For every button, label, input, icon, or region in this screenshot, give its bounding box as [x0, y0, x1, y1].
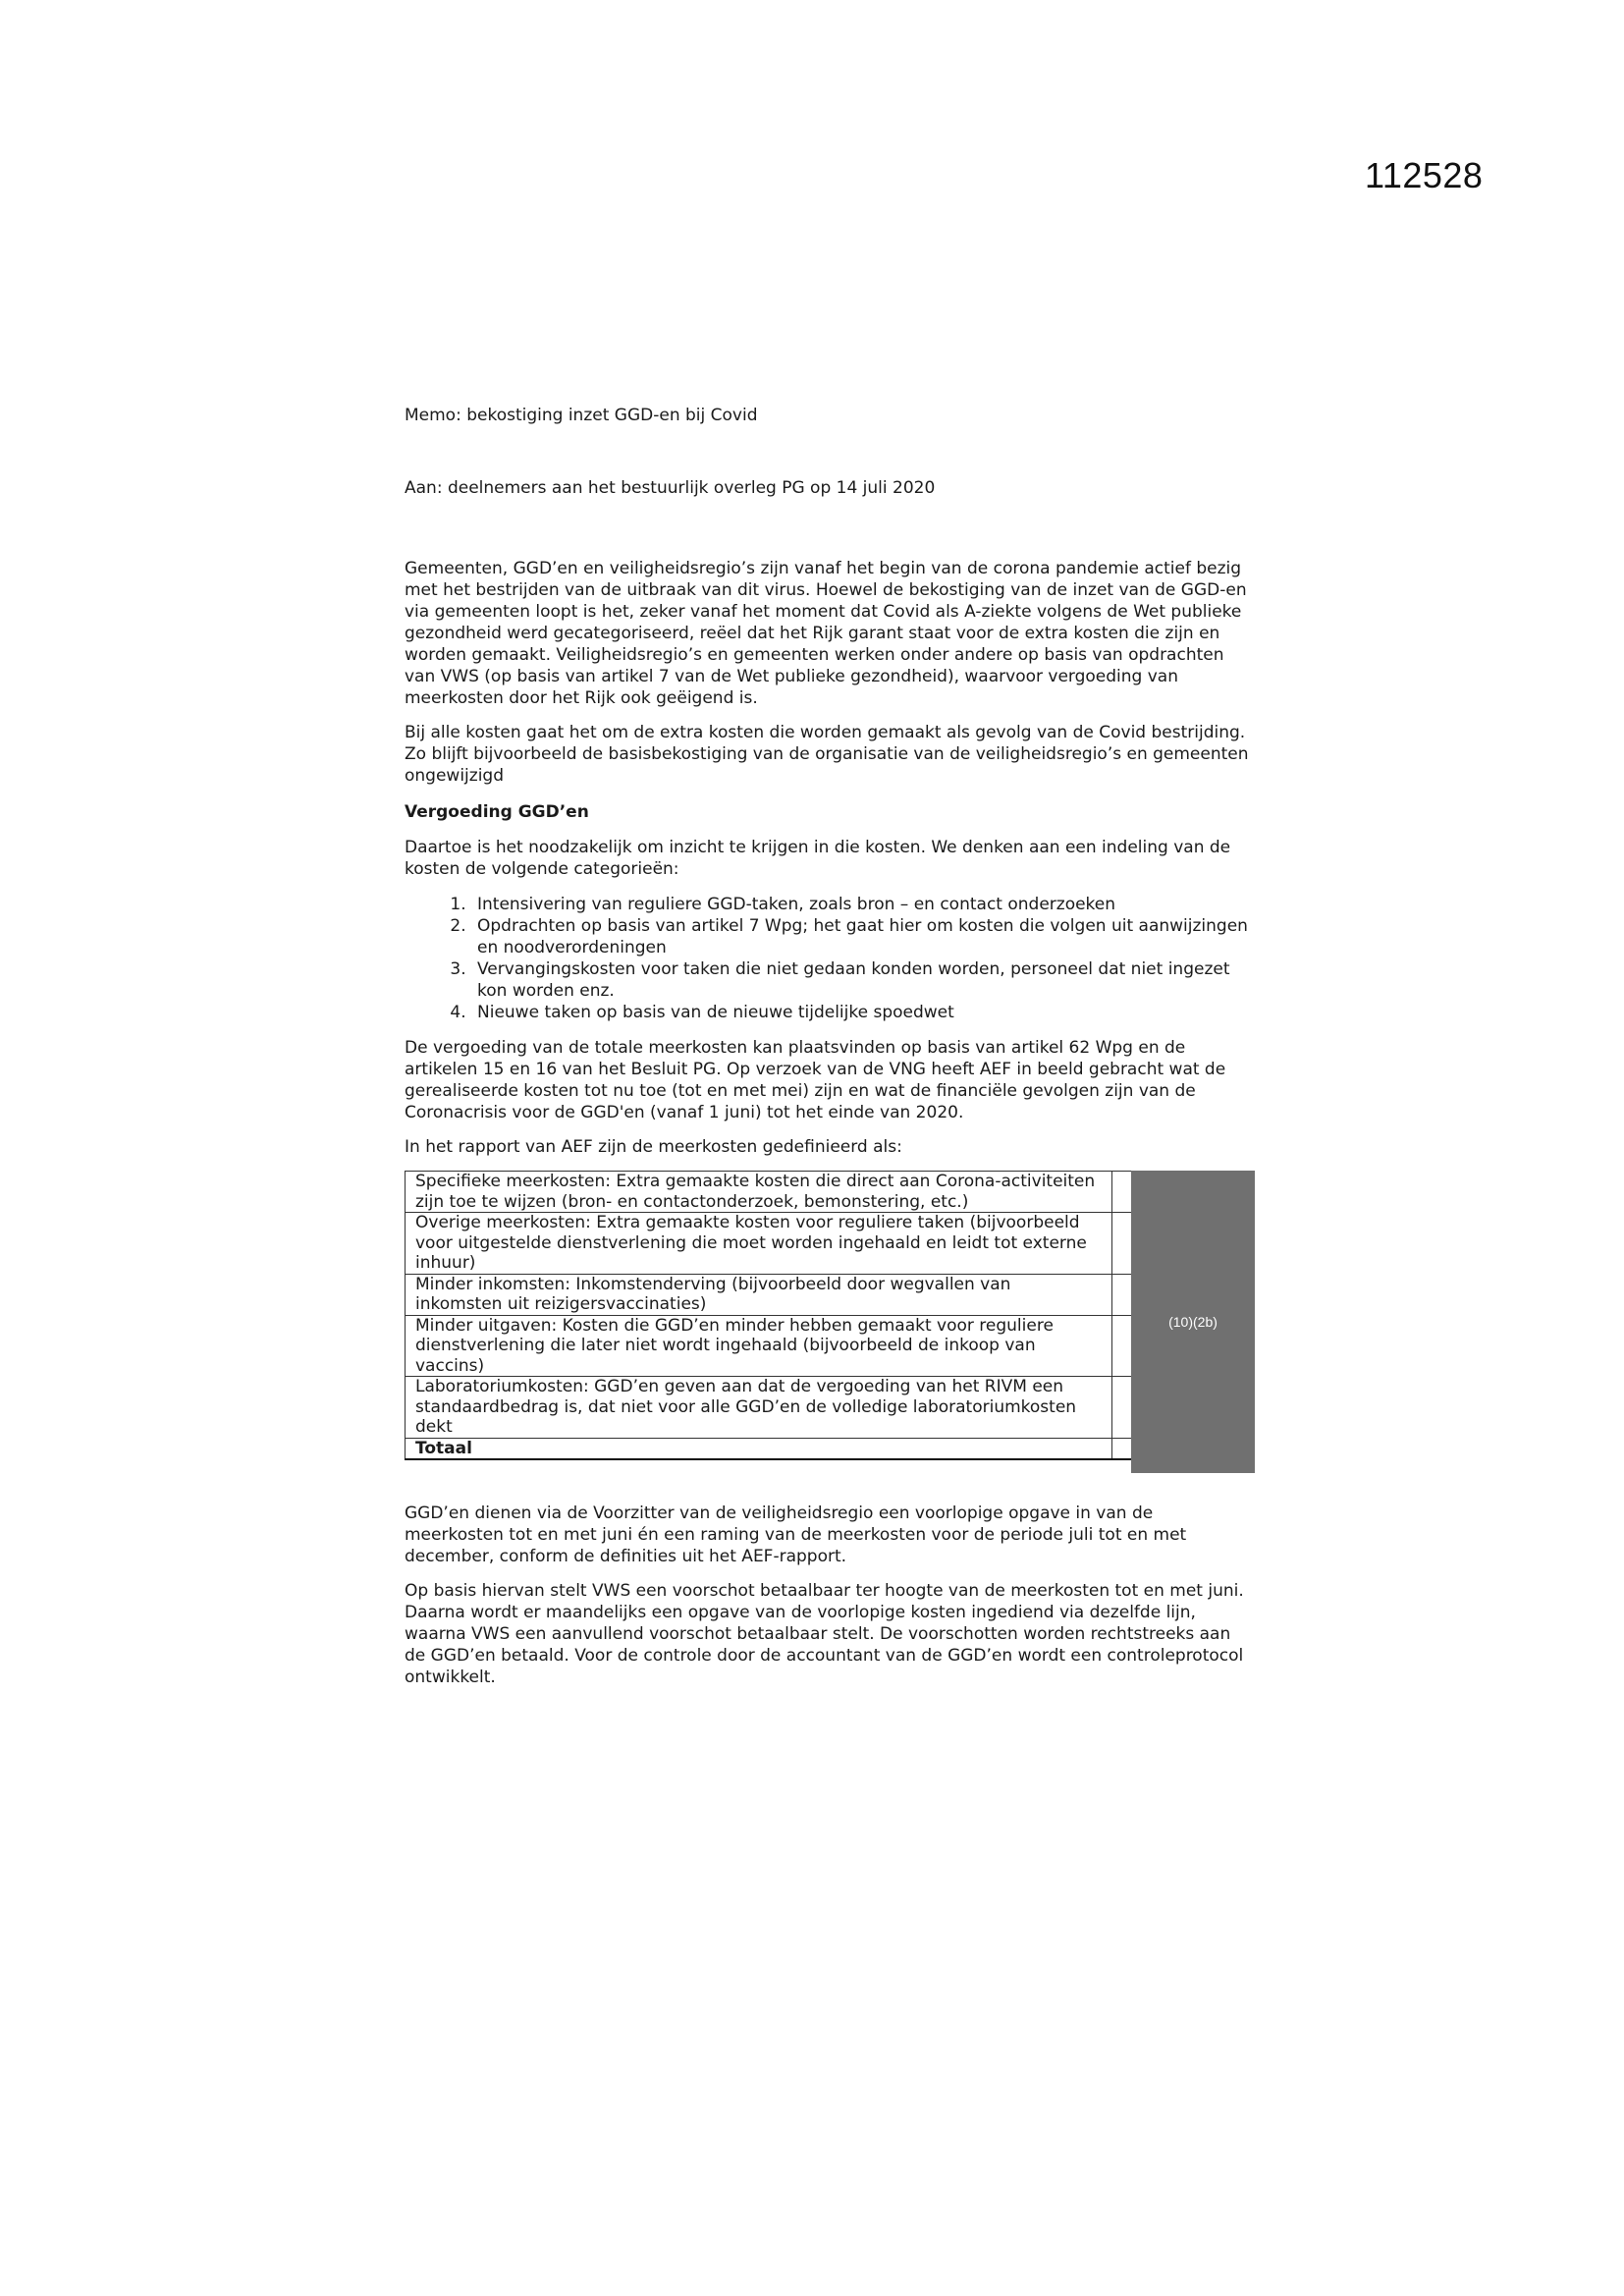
list-item: 1. Intensivering van reguliere GGD-taken, zoals bron – en contact onderzoeken [471, 894, 1255, 915]
paragraph-aef-intro: In het rapport van AEF zijn de meerkosten gedefinieerd als: [405, 1137, 902, 1157]
table-row [406, 1274, 1133, 1315]
memo-title: Memo: bekostiging inzet GGD-en bij Covid [405, 406, 758, 425]
table-value-cell [1112, 1274, 1133, 1315]
table-value-cell [1112, 1213, 1133, 1275]
table-row [406, 1377, 1133, 1439]
paragraph-extra-costs: Bij alle kosten gaat het om de extra kosten die worden gemaakt als gevolg van de Covid bestrijding. Zo blijft bijvoorbeeld de basisbekostiging van de organisatie van de veiligheidsregio’s en gemeenten ongewijzigd [405, 723, 1249, 786]
paragraph-submission: GGD’en dienen via de Voorzitter van de veiligheidsregio een voorlopige opgave in van de meerkosten tot en met juni én een raming van de meerkosten voor de periode juli tot en met december, conform de definities uit het AEF-rapport. [405, 1503, 1187, 1566]
table-row [406, 1172, 1133, 1213]
redaction-label: (10)(2b) [1168, 1314, 1218, 1330]
memo-body [405, 405, 1255, 1701]
paragraph-intro: Gemeenten, GGD’en en veiligheidsregio’s zijn vanaf het begin van de corona pandemie actief bezig met het bestrijden van de uitbraak van dit virus. Hoewel de bekostiging van de inzet van de GGD-en via gemeenten loopt is het, zeker vanaf het moment dat Covid als A-ziekte volgens de Wet publieke gezondheid werd gecategoriseerd, reëel dat het Rijk garant staat voor de extra kosten die zijn en worden gemaakt. Veiligheidsregio’s en gemeenten werken onder andere op basis van opdrachten van VWS (op basis van artikel 7 van de Wet publieke gezondheid), waarvoor vergoeding van meerkosten door het Rijk ook geëigend is. [405, 559, 1247, 708]
document-number: 112528 [1365, 155, 1484, 195]
table-cell: Minder inkomsten: Inkomstenderving (bijvoorbeeld door wegvallen van inkomsten uit reizigersvaccinaties) [406, 1274, 1112, 1315]
section-heading: Vergoeding GGD’en [405, 802, 589, 822]
cost-definitions-table [405, 1171, 1133, 1460]
memo-recipients: Aan: deelnemers aan het bestuurlijk overleg PG op 14 juli 2020 [405, 478, 936, 498]
table-cell: Overige meerkosten: Extra gemaakte kosten voor reguliere taken (bijvoorbeeld voor uitgestelde dienstverlening die moet worden ingehaald en leidt tot externe inhuur) [406, 1213, 1112, 1275]
paragraph-advance: Op basis hiervan stelt VWS een voorschot betaalbaar ter hoogte van de meerkosten tot en met juni. Daarna wordt er maandelijks een opgave van de voorlopige kosten ingediend via dezelfde lijn, waarna VWS een aanvullend voorschot betaalbaar stelt. De voorschotten worden rechtstreeks aan de GGD’en betaald. Voor de controle door de accountant van de GGD’en wordt een controleprotocol ontwikkelt. [405, 1581, 1244, 1687]
redaction-block [1131, 1171, 1255, 1473]
list-item: 2. Opdrachten op basis van artikel 7 Wpg; het gaat hier om kosten die volgen uit aanwijzingen en noodverordeningen [471, 915, 1255, 958]
list-item: 3. Vervangingskosten voor taken die niet gedaan konden worden, personeel dat niet ingezet kon worden enz. [471, 958, 1255, 1002]
paragraph-categories-intro: Daartoe is het noodzakelijk om inzicht te krijgen in die kosten. We denken aan een indeling van de kosten de volgende categorieën: [405, 838, 1231, 879]
cost-table-wrapper [405, 1171, 1255, 1473]
table-value-cell [1112, 1172, 1133, 1213]
table-cell: Minder uitgaven: Kosten die GGD’en minder hebben gemaakt voor reguliere dienstverlening die later niet wordt ingehaald (bijvoorbeeld de inkoop van vaccins) [406, 1315, 1112, 1377]
paragraph-reimbursement: De vergoeding van de totale meerkosten kan plaatsvinden op basis van artikel 62 Wpg en de artikelen 15 en 16 van het Besluit PG. Op verzoek van de VNG heeft AEF in beeld gebracht wat de gerealiseerde kosten tot nu toe (tot en met mei) zijn en wat de financiële gevolgen zijn van de Coronacrisis voor de GGD'en (vanaf 1 juni) tot het einde van 2020. [405, 1038, 1226, 1122]
list-item: 4. Nieuwe taken op basis van de nieuwe tijdelijke spoedwet [471, 1002, 1255, 1023]
category-list [405, 894, 1255, 1023]
table-value-cell [1112, 1377, 1133, 1439]
table-total-row [406, 1438, 1133, 1459]
table-cell: Specifieke meerkosten: Extra gemaakte kosten die direct aan Corona-activiteiten zijn toe te wijzen (bron- en contactonderzoek, bemonstering, etc.) [406, 1172, 1112, 1213]
table-value-cell [1112, 1315, 1133, 1377]
table-total-label: Totaal [406, 1438, 1112, 1459]
table-row [406, 1213, 1133, 1275]
table-value-cell [1112, 1438, 1133, 1459]
table-cell: Laboratoriumkosten: GGD’en geven aan dat de vergoeding van het RIVM een standaardbedrag is, dat niet voor alle GGD’en de volledige laboratoriumkosten dekt [406, 1377, 1112, 1439]
table-row [406, 1315, 1133, 1377]
